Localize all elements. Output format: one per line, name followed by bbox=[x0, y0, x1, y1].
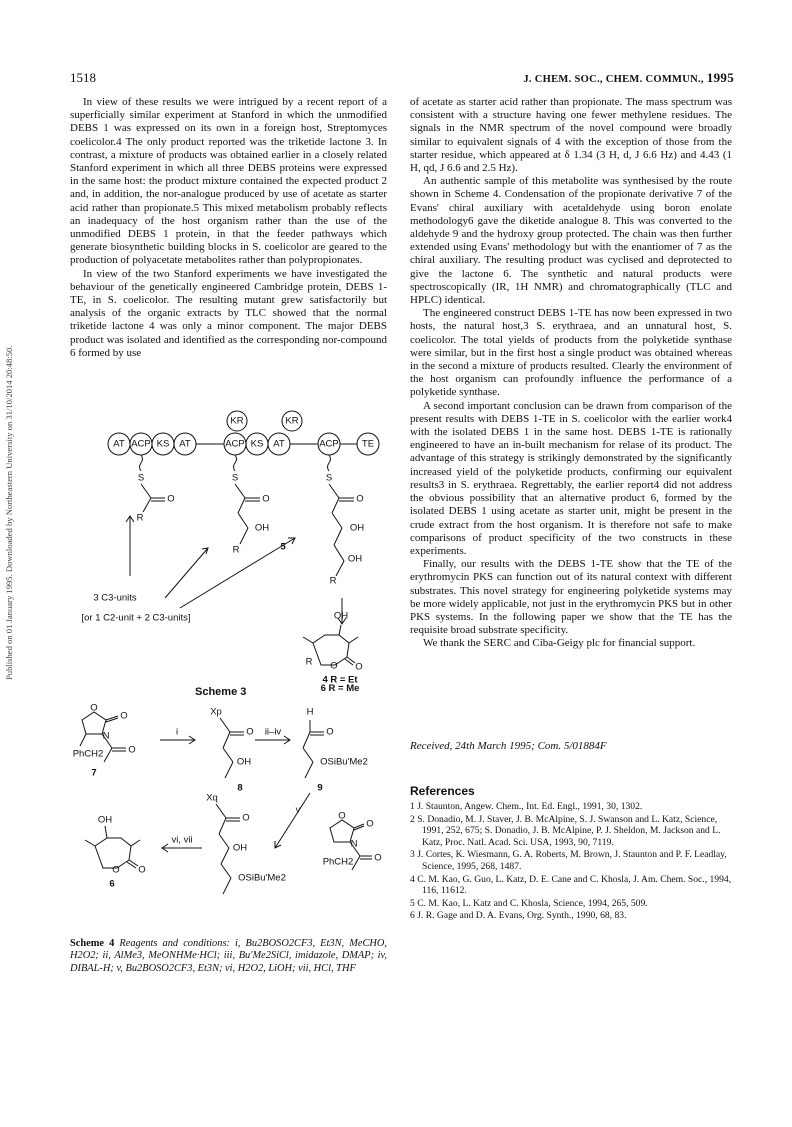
page-number: 1518 bbox=[70, 70, 96, 85]
atom-label: OH bbox=[254, 522, 270, 534]
scheme-4-caption-text: Reagents and conditions: i, Bu2BOSO2CF3, Et3N, MeCHO, H2O2; ii, AlMe3, MeONHMe·HCl; iii, Bu'Me2SiCl, imidazole, DMAP; iv, DIBAL-H; v, Bu2BOSO2CF3, Et3N; vi, H2O2, LiOH; vii, HCl, THF bbox=[70, 938, 388, 974]
atom-label: O bbox=[242, 812, 250, 824]
journal-year: 1995 bbox=[706, 70, 734, 85]
compound-number: 6 bbox=[109, 878, 115, 890]
atom-label: PhCH2 bbox=[72, 748, 104, 760]
page-header bbox=[70, 70, 734, 86]
body-paragraph: An authentic sample of this metabolite was synthesised by the route shown in Scheme 4. Condensation of the propionate derivative 7 of the Evans' chiral auxiliary with acetaldehyde using boron enolate methodology6 gave the diketide analogue 8. This was converted to the aldehyde 9 and the hydroxy group protected. The chain was then further extended using Evans' methodology but with the enantiomer of 7 as the chiral auxiliary. The resulting product was cyclised and deprotected to give the lactone 6. The synthetic and natural products were spectroscopically (IR, 1H NMR) and chromatographically (TLC and HPLC) identical. bbox=[410, 175, 732, 307]
compound-6-label: 6 R = Me bbox=[320, 683, 360, 694]
atom-label: R bbox=[232, 544, 240, 556]
reagent-label: i bbox=[175, 726, 179, 738]
reagent-label: ii–iv bbox=[264, 726, 282, 738]
reagent-label: v bbox=[295, 804, 301, 816]
domain-label: ACP bbox=[131, 438, 151, 450]
atom-label: OH bbox=[232, 842, 248, 854]
atom-label: O bbox=[356, 493, 364, 505]
atom-label: O bbox=[128, 744, 136, 756]
scheme-4-diagram bbox=[70, 698, 400, 928]
atom-label: O bbox=[262, 493, 270, 505]
atom-label: OH bbox=[97, 814, 113, 826]
body-paragraph: We thank the SERC and Ciba-Geigy plc for financial support. bbox=[423, 637, 696, 650]
references-heading: References bbox=[410, 784, 475, 798]
reference-item: 4 C. M. Kao, G. Guo, L. Katz, D. E. Cane and C. Khosla, J. Am. Chem. Soc., 1994, 116, 11612. bbox=[410, 873, 732, 897]
reference-item: 6 J. R. Gage and D. A. Evans, Org. Synth., 1990, 68, 83. bbox=[410, 910, 627, 922]
scheme-4-caption bbox=[70, 938, 387, 975]
compound-number: 7 bbox=[91, 767, 97, 779]
atom-label: O bbox=[120, 710, 128, 722]
body-paragraph: Finally, our results with the DEBS 1-TE show that the TE of the erythromycin PKS can function out of its natural context with different substrates. This novel strategy for engineering polyketide systems may be more widely applicable, not just in the erythromycin PKS but in other PKS systems. In the following paper we show that the TE has the requisite broad substrate specificity. bbox=[410, 558, 732, 637]
atom-label: O bbox=[167, 493, 175, 505]
atom-label: N bbox=[350, 838, 358, 850]
received-line: Received, 24th March 1995; Com. 5/01884F bbox=[410, 740, 607, 752]
references-list bbox=[410, 801, 732, 923]
body-paragraph: A second important conclusion can be drawn from comparison of the present results with DEBS 1-TE in S. coelicolor with the earlier work4 with the isolated DEBS 1 in the same host. DEBS 1-TE is rationally engineered to have an in-built mechanism for relase of its product. The advantage of this strategy is strikingly demonstrated by the significantly increased yield of the polyketide products, confirming our equivalent results3 in S. erythraea. Regrettably, the earlier report4 did not address the obvious possibility that an alternative product 6, formed by the isolated DEBS 1 using acetate as starter unit, might be present in the crude extract from the host organism. It is therefore not safe to make comparisons of product specificity of the two constructs in these experiments. bbox=[410, 399, 732, 557]
atom-label: O bbox=[366, 818, 374, 830]
atom-label: OSiBu'Me2 bbox=[238, 872, 286, 884]
atom-label: O bbox=[330, 660, 338, 672]
atom-label: OH bbox=[349, 522, 365, 534]
atom-label: R bbox=[329, 575, 337, 587]
scheme-4-caption-label: Scheme 4 bbox=[70, 938, 115, 949]
domain-label: ACP bbox=[319, 438, 339, 450]
atom-label: O bbox=[326, 726, 334, 738]
atom-label: S bbox=[137, 472, 145, 484]
atom-label: OH bbox=[236, 756, 252, 768]
domain-label: AT bbox=[179, 438, 191, 450]
journal-name: J. CHEM. SOC., CHEM. COMMUN., bbox=[523, 74, 704, 85]
scheme-3-caption: Scheme 3 bbox=[195, 686, 247, 698]
reagent-label: vi, vii bbox=[171, 834, 193, 846]
atom-label: S bbox=[325, 472, 333, 484]
compound-4-label: 4 R = Et bbox=[322, 674, 358, 686]
domain-label: ACP bbox=[225, 438, 245, 450]
body-paragraph: In view of these results we were intrigued by a recent report of a superficially similar experiment at Stanford in which the unmodified DEBS 1 was expressed on its own in a foreign host, Streptomyces coelicolor.4 The only product reported was the triketide lactone 3. In contrast, a mixture of products was obtained earlier in a closely related Stanford experiment in which all three DEBS proteins were expressed in the same host: the product mixture contained the expected product 2 and, in addition, the nor-analogue produced by use of acetate as starter acid rather than propionate.5 This mixed metabolism probably reflects an inadequacy of the host organism rather than the use of the unmodified DEBS 1 protein, in that the feeder pathways which generate biosynthetic building blocks in S. coelicolor are geared to the production of polyacetate metabolites rather than polypropionates. bbox=[70, 96, 387, 267]
atom-label: O bbox=[338, 810, 346, 822]
atom-label: O bbox=[138, 864, 146, 876]
alt-units-label: [or 1 C2-unit + 2 C3-units] bbox=[81, 612, 191, 624]
reference-item: 2 S. Donadio, M. J. Staver, J. B. McAlpine, S. J. Swanson and L. Katz, Science, 1991, 252, 675; S. Donadio, J. B. McAlpine, P. J. Sheldon, M. Jackson and L. Katz, Proc. Natl. Acad. Sci. USA, 1993, 90, 7119. bbox=[410, 813, 721, 848]
atom-label: O bbox=[374, 852, 382, 864]
body-paragraph: The engineered construct DEBS 1-TE has now been expressed in two hosts, the natural host,3 S. erythraea, and an unnatural host, S. coelicolor. The total yields of products from the polyketide synthase were similar, but in the first host a single product was obtained whereas in the second a mixture of products resulted. Clearly the environment of the host organism can profoundly influence the performance of a polyketide synthase. bbox=[410, 307, 732, 399]
atom-label: OSiBu'Me2 bbox=[320, 756, 368, 768]
reference-item: 3 J. Cortes, K. Wiesmann, G. A. Roberts, M. Brown, J. Staunton and P. F. Leadlay, Science, 1995, 268, 1487. bbox=[410, 849, 727, 872]
body-paragraph: of acetate as starter acid rather than propionate. The mass spectrum was consistent with a structure having one fewer methylene residues. The signals in the NMR spectrum of the novel compound were broadly similar to equivalent signals of 4 with the exception of those from the starter residue, which appeared at δ 1.34 (3 H, d, J 6.6 Hz) and 4.43 (1 H, qd, J 6.6 and 2.5 Hz). bbox=[410, 96, 732, 175]
domain-label: KS bbox=[250, 438, 264, 450]
atom-label: S bbox=[231, 472, 239, 484]
atom-label: PhCH2 bbox=[322, 856, 354, 868]
domain-label: AT bbox=[273, 438, 285, 450]
atom-label: N bbox=[102, 730, 110, 742]
compound-number: 5 bbox=[280, 541, 286, 553]
journal-title bbox=[523, 70, 734, 86]
atom-label: H bbox=[306, 706, 314, 718]
download-watermark bbox=[4, 140, 20, 680]
reference-item: 5 C. M. Kao, L. Katz and C. Khosla, Science, 1994, 265, 509. bbox=[410, 897, 648, 909]
domain-label: AT bbox=[113, 438, 125, 450]
domain-label: KR bbox=[230, 415, 244, 427]
atom-label: Xq bbox=[206, 792, 218, 804]
c3-units-label: 3 C3-units bbox=[93, 592, 137, 604]
atom-label: OH bbox=[333, 610, 349, 622]
right-column bbox=[410, 96, 732, 651]
atom-label: O bbox=[90, 702, 98, 714]
atom-label: Xp bbox=[210, 706, 222, 718]
atom-label: O bbox=[246, 726, 254, 738]
compound-number: 8 bbox=[237, 782, 243, 794]
left-column bbox=[70, 96, 387, 360]
atom-label: O bbox=[355, 661, 363, 673]
domain-label: KS bbox=[156, 438, 170, 450]
atom-label: OH bbox=[347, 553, 363, 565]
download-watermark-text: Published on 01 January 1995. Downloaded by Northeastern University on 31/10/2014 20:48:50. bbox=[4, 345, 14, 680]
domain-label: TE bbox=[361, 438, 375, 450]
compound-number: 9 bbox=[317, 782, 323, 794]
domain-label: KR bbox=[285, 415, 299, 427]
atom-label: R bbox=[305, 656, 313, 668]
body-paragraph: In view of the two Stanford experiments we have investigated the behaviour of the genetically engineered Cambridge protein, DEBS 1-TE, in S. coelicolor. The resulting mutant grew satisfactorily but analysis of the organic extracts by TLC showed that the normal triketide lactone 4 was only a minor component. The major DEBS product was isolated and identified as the corresponding nor-compound 6 formed by use bbox=[70, 267, 387, 359]
atom-label: O bbox=[112, 864, 120, 876]
reference-item: 1 J. Staunton, Angew. Chem., Int. Ed. Engl., 1991, 30, 1302. bbox=[410, 801, 643, 812]
atom-label: R bbox=[136, 512, 144, 524]
